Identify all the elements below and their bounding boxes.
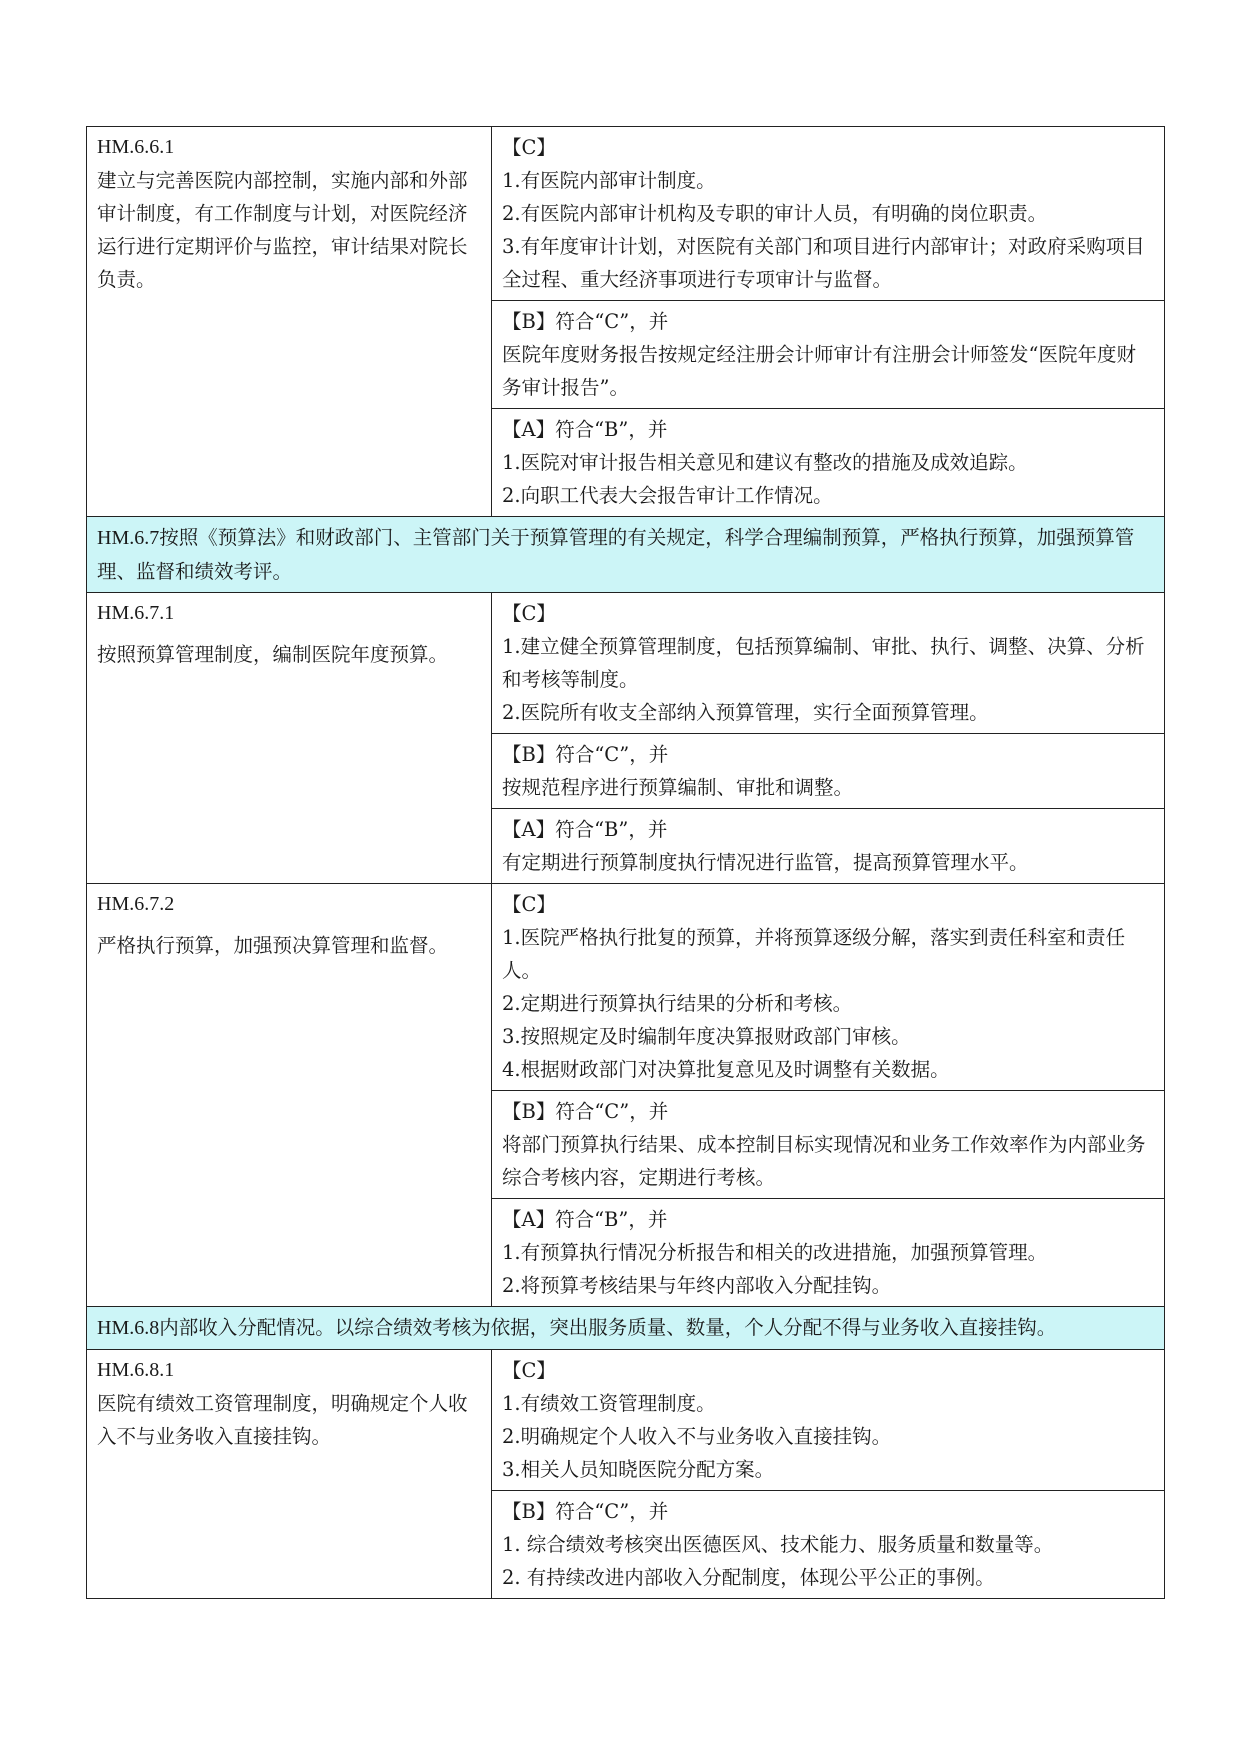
standard-code: HM.6.7.2 <box>97 893 175 915</box>
standard-description: 严格执行预算，加强预决算管理和监督。 <box>97 934 449 957</box>
criteria-item: 1.有绩效工资管理制度。 <box>502 1392 716 1415</box>
criteria-item: 2. 有持续改进内部收入分配制度，体现公平公正的事例。 <box>502 1566 995 1589</box>
criteria-cell-b <box>492 1091 1165 1199</box>
standard-description: 医院有绩效工资管理制度，明确规定个人收入不与业务收入直接挂钩。 <box>97 1392 468 1448</box>
level-label-c: 【C】 <box>502 136 556 159</box>
criteria-item: 4.根据财政部门对决算批复意见及时调整有关数据。 <box>502 1058 950 1081</box>
level-label-a: 【A】符合“B”，并 <box>502 818 668 841</box>
section-row-hm-6-7 <box>87 517 1165 593</box>
criteria-item: 1.医院严格执行批复的预算，并将预算逐级分解，落实到责任科室和责任人。 <box>502 926 1126 982</box>
criteria-cell-a <box>492 1199 1165 1307</box>
criteria-item: 2.医院所有收支全部纳入预算管理，实行全面预算管理。 <box>502 701 989 724</box>
criteria-item: 2.明确规定个人收入不与业务收入直接挂钩。 <box>502 1425 892 1448</box>
standard-code: HM.6.8.1 <box>97 1359 175 1381</box>
standard-code: HM.6.6.1 <box>97 136 175 158</box>
section-code: HM.6.7 <box>97 527 160 549</box>
level-label-a: 【A】符合“B”，并 <box>502 418 668 441</box>
standard-row-hm-6-7-2-c <box>87 884 1165 1091</box>
standard-description: 按照预算管理制度，编制医院年度预算。 <box>97 643 449 666</box>
criteria-item: 按规范程序进行预算编制、审批和调整。 <box>502 776 854 799</box>
criteria-item: 3.按照规定及时编制年度决算报财政部门审核。 <box>502 1025 911 1048</box>
section-text: 内部收入分配情况。以综合绩效考核为依据，突出服务质量、数量，个人分配不得与业务收入直接挂钩。 <box>159 1316 1057 1339</box>
spacer <box>97 921 481 929</box>
criteria-cell-b <box>492 1491 1165 1599</box>
standard-cell-hm-6-7-2 <box>87 884 492 1307</box>
standard-code: HM.6.7.1 <box>97 602 175 624</box>
criteria-item: 2.向职工代表大会报告审计工作情况。 <box>502 484 833 507</box>
criteria-item: 3.相关人员知晓医院分配方案。 <box>502 1458 775 1481</box>
criteria-item: 2.将预算考核结果与年终内部收入分配挂钩。 <box>502 1274 892 1297</box>
criteria-item: 1. 综合绩效考核突出医德医风、技术能力、服务质量和数量等。 <box>502 1533 1054 1556</box>
section-code: HM.6.8 <box>97 1317 160 1339</box>
level-label-b: 【B】符合“C”，并 <box>502 310 669 333</box>
criteria-item: 3.有年度审计计划，对医院有关部门和项目进行内部审计；对政府采购项目全过程、重大经济事项进行专项审计与监督。 <box>502 235 1145 291</box>
criteria-cell-a <box>492 409 1165 517</box>
criteria-item: 1.有医院内部审计制度。 <box>502 169 716 192</box>
criteria-item: 2.定期进行预算执行结果的分析和考核。 <box>502 992 853 1015</box>
level-label-a: 【A】符合“B”，并 <box>502 1208 668 1231</box>
criteria-item: 将部门预算执行结果、成本控制目标实现情况和业务工作效率作为内部业务综合考核内容，定期进行考核。 <box>502 1133 1146 1189</box>
spacer <box>97 630 481 638</box>
criteria-cell-b <box>492 734 1165 809</box>
criteria-item: 1.医院对审计报告相关意见和建议有整改的措施及成效追踪。 <box>502 451 1028 474</box>
standard-description: 建立与完善医院内部控制，实施内部和外部审计制度，有工作制度与计划，对医院经济运行进行定期评价与监控，审计结果对院长负责。 <box>97 169 468 291</box>
criteria-item: 1.有预算执行情况分析报告和相关的改进措施，加强预算管理。 <box>502 1241 1048 1264</box>
criteria-cell-b <box>492 301 1165 409</box>
level-label-b: 【B】符合“C”，并 <box>502 1500 669 1523</box>
section-header-hm-6-7 <box>87 517 1165 593</box>
standard-row-hm-6-7-1-c <box>87 593 1165 734</box>
level-label-c: 【C】 <box>502 893 556 916</box>
criteria-cell-c <box>492 884 1165 1091</box>
standards-table <box>86 126 1165 1599</box>
criteria-item: 2.有医院内部审计机构及专职的审计人员，有明确的岗位职责。 <box>502 202 1048 225</box>
level-label-c: 【C】 <box>502 602 556 625</box>
criteria-item: 1.建立健全预算管理制度，包括预算编制、审批、执行、调整、决算、分析和考核等制度。 <box>502 635 1145 691</box>
section-row-hm-6-8 <box>87 1307 1165 1350</box>
standard-cell-hm-6-8-1 <box>87 1350 492 1599</box>
section-header-hm-6-8 <box>87 1307 1165 1350</box>
level-label-b: 【B】符合“C”，并 <box>502 1100 669 1123</box>
criteria-cell-c <box>492 127 1165 301</box>
level-label-c: 【C】 <box>502 1359 556 1382</box>
level-label-b: 【B】符合“C”，并 <box>502 743 669 766</box>
criteria-cell-c <box>492 593 1165 734</box>
criteria-cell-a <box>492 809 1165 884</box>
standard-row-hm-6-6-1-c <box>87 127 1165 301</box>
standard-cell-hm-6-7-1 <box>87 593 492 884</box>
section-text: 按照《预算法》和财政部门、主管部门关于预算管理的有关规定，科学合理编制预算，严格执行预算，加强预算管理、监督和绩效考评。 <box>97 526 1135 583</box>
standard-cell-hm-6-6-1 <box>87 127 492 517</box>
standard-row-hm-6-8-1-c <box>87 1350 1165 1491</box>
criteria-cell-c <box>492 1350 1165 1491</box>
criteria-item: 医院年度财务报告按规定经注册会计师审计有注册会计师签发“医院年度财务审计报告”。 <box>502 343 1136 399</box>
criteria-item: 有定期进行预算制度执行情况进行监管，提高预算管理水平。 <box>502 851 1029 874</box>
